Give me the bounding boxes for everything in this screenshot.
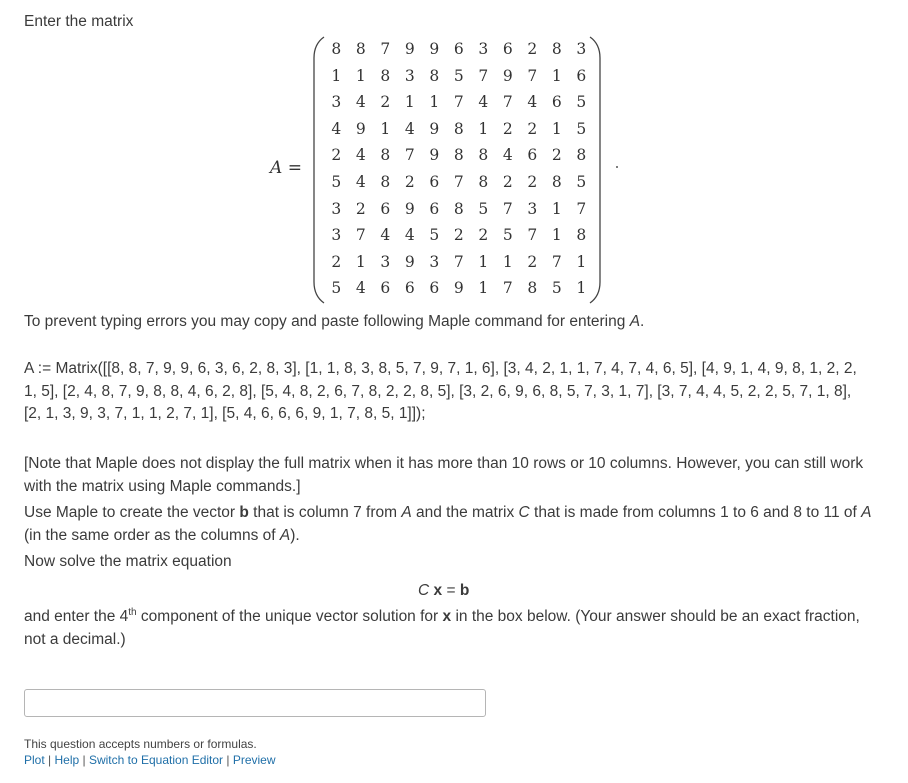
matrix-cell: 1 (576, 279, 587, 298)
matrix-cell: 2 (478, 226, 489, 245)
matrix-cell: 8 (576, 146, 587, 165)
help-link[interactable]: Help (54, 753, 80, 767)
matrix-equation: C x = b (418, 582, 470, 599)
matrix-display (268, 34, 608, 314)
period-dot (616, 166, 618, 168)
matrix-cell: 8 (453, 199, 464, 218)
matrix-cell: 2 (527, 252, 538, 271)
matrix-cell: 8 (355, 40, 366, 58)
matrix-cell: 7 (355, 226, 366, 245)
matrix-cell: 6 (429, 199, 440, 218)
matrix-cell: 5 (576, 93, 587, 112)
matrix-cell: 4 (355, 279, 366, 298)
solve-instruction: Now solve the matrix equation (24, 553, 232, 570)
matrix-label: A = (270, 158, 302, 178)
matrix-cell: 3 (404, 66, 415, 85)
matrix-cell: 5 (551, 279, 562, 298)
matrix-cell: 2 (404, 172, 415, 191)
matrix-cell: 8 (331, 40, 342, 58)
matrix-cell: 8 (551, 40, 562, 58)
matrix-cell: 4 (380, 226, 391, 245)
matrix-cell: 6 (527, 146, 538, 165)
matrix-cell: 3 (576, 40, 587, 58)
matrix-cell: 9 (429, 119, 440, 138)
matrix-cell: 4 (355, 93, 366, 112)
matrix-cell: 2 (502, 119, 513, 138)
matrix-cell: 3 (527, 199, 538, 218)
matrix-cell: 1 (355, 66, 366, 85)
matrix-cell: 2 (527, 40, 538, 58)
matrix-cell: 7 (576, 199, 587, 218)
switch-editor-link[interactable]: Switch to Equation Editor (88, 753, 224, 767)
matrix-cell: 8 (478, 172, 489, 191)
matrix-cell: 2 (527, 172, 538, 191)
maple-command: A := Matrix([[8, 8, 7, 9, 9, 6, 3, 6, 2, 8, 3], [1, 1, 8, 3, 8, 5, 7, 9, 7, 1, 6], [3, 4, 2, 1, 1, 7, 4, 7, 4, 6, 5], [4, 9, 1, 4, 9, 8, 1, 2, 2, 1, 5], [2, 4, 8, 7, 9, 8, 8, 4, 6, 2, 8], [5, 4, 8, 2, 6, 7, 8, 2, 2, 8, 5], [3, 2, 6, 9, 6, 8, 5, 7, 3, 1, 7], [3, 7, 4, 4, 5, 2, 2, 5, 7, 1, 8], [2, 1, 3, 9, 3, 7, 1, 1, 2, 7, 1], [5, 4, 6, 6, 6, 9, 1, 7, 8, 5, 1]]); (24, 360, 857, 422)
matrix-cell: 8 (429, 66, 440, 85)
matrix-cell: 2 (331, 146, 342, 165)
matrix-cell: 4 (331, 119, 342, 138)
matrix-cell: 1 (478, 279, 489, 298)
matrix-cell: 8 (380, 66, 391, 85)
matrix-cell: 1 (502, 252, 513, 271)
matrix-cell: 5 (576, 119, 587, 138)
matrix-cell: 3 (331, 199, 342, 218)
matrix-cell: 7 (502, 279, 513, 298)
intro-text: Enter the matrix (24, 13, 134, 30)
editor-links: Plot | Help | Switch to Equation Editor | Preview (24, 753, 276, 767)
matrix-cell: 8 (478, 146, 489, 165)
matrix-cell: 9 (404, 40, 415, 58)
maple-note: [Note that Maple does not display the full matrix when it has more than 10 rows or 10 columns. However, you can still work with the matrix using Maple commands.] (24, 455, 864, 495)
matrix-cell: 1 (404, 93, 415, 112)
matrix-cell: 9 (404, 252, 415, 271)
matrix-cell: 7 (404, 146, 415, 165)
matrix-cell: 9 (502, 66, 513, 85)
matrix-cell: 3 (478, 40, 489, 58)
matrix-cell: 6 (404, 279, 415, 298)
matrix-cell: 1 (576, 252, 587, 271)
plot-link[interactable]: Plot (24, 753, 45, 767)
matrix-cell: 4 (404, 119, 415, 138)
matrix-cell: 5 (502, 226, 513, 245)
matrix-cell: 2 (551, 146, 562, 165)
matrix-cell: 7 (453, 252, 464, 271)
matrix-cell: 8 (453, 119, 464, 138)
right-bracket-icon (588, 36, 602, 304)
matrix-cell: 1 (551, 226, 562, 245)
matrix-cell: 6 (380, 279, 391, 298)
matrix-cell: 2 (355, 199, 366, 218)
matrix-cell: 7 (502, 93, 513, 112)
matrix-cell: 1 (355, 252, 366, 271)
matrix-cell: 6 (380, 199, 391, 218)
matrix-cell: 6 (453, 40, 464, 58)
matrix-cell: 1 (478, 252, 489, 271)
matrix-cell: 4 (502, 146, 513, 165)
answer-input[interactable] (24, 689, 486, 717)
matrix-cell: 6 (429, 279, 440, 298)
matrix-cell: 1 (551, 66, 562, 85)
matrix-cell: 9 (453, 279, 464, 298)
matrix-cell: 5 (453, 66, 464, 85)
matrix-cell: 3 (331, 226, 342, 245)
matrix-cell: 5 (429, 226, 440, 245)
matrix-cell: 4 (355, 146, 366, 165)
matrix-cell: 2 (380, 93, 391, 112)
accept-note: This question accepts numbers or formulas. (24, 737, 257, 751)
matrix-cell: 1 (551, 119, 562, 138)
answer-instruction: and enter the 4th component of the unique vector solution for x in the box below. (Your answer should be an exact fraction, not a decimal.) (24, 606, 860, 648)
matrix-cell: 6 (551, 93, 562, 112)
matrix-cell: 5 (478, 199, 489, 218)
matrix-cell: 4 (478, 93, 489, 112)
matrix-cell: 2 (502, 172, 513, 191)
matrix-cell: 8 (527, 279, 538, 298)
matrix-cell: 8 (380, 172, 391, 191)
matrix-cell: 8 (551, 172, 562, 191)
matrix-cell: 1 (478, 119, 489, 138)
matrix-cell: 3 (331, 93, 342, 112)
matrix-cell: 3 (429, 252, 440, 271)
matrix-cell: 7 (478, 66, 489, 85)
matrix-cell: 2 (331, 252, 342, 271)
matrix-cell: 8 (576, 226, 587, 245)
matrix-cell: 6 (502, 40, 513, 58)
matrix-cell: 1 (331, 66, 342, 85)
matrix-cell: 7 (453, 172, 464, 191)
preview-link[interactable]: Preview (232, 753, 276, 767)
matrix-cell: 7 (453, 93, 464, 112)
matrix-cell: 9 (404, 199, 415, 218)
matrix-cell: 3 (380, 252, 391, 271)
matrix-cell: 7 (502, 199, 513, 218)
matrix-cell: 7 (380, 40, 391, 58)
matrix-cell: 4 (527, 93, 538, 112)
matrix-cell: 1 (551, 199, 562, 218)
matrix-cell: 4 (355, 172, 366, 191)
matrix-cell: 1 (429, 93, 440, 112)
matrix-cell: 5 (331, 279, 342, 298)
matrix-cell: 7 (551, 252, 562, 271)
matrix-cell: 8 (453, 146, 464, 165)
matrix-cell: 9 (429, 146, 440, 165)
matrix-cell: 1 (380, 119, 391, 138)
copy-instruction: To prevent typing errors you may copy and paste following Maple command for entering A. (24, 313, 645, 330)
matrix-cell: 7 (527, 226, 538, 245)
matrix-cell: 9 (355, 119, 366, 138)
matrix-cell: 5 (576, 172, 587, 191)
matrix-cell: 7 (527, 66, 538, 85)
matrix-cell: 8 (380, 146, 391, 165)
matrix-cell: 2 (527, 119, 538, 138)
matrix-cell: 5 (331, 172, 342, 191)
matrix-grid (324, 36, 594, 302)
matrix-cell: 2 (453, 226, 464, 245)
matrix-cell: 6 (576, 66, 587, 85)
task-instructions: Use Maple to create the vector b that is column 7 from A and the matrix C that is made from columns 1 to 6 and 8 to 11 of A (in the same order as the columns of A). (24, 504, 872, 544)
matrix-cell: 9 (429, 40, 440, 58)
matrix-cell: 4 (404, 226, 415, 245)
matrix-cell: 6 (429, 172, 440, 191)
